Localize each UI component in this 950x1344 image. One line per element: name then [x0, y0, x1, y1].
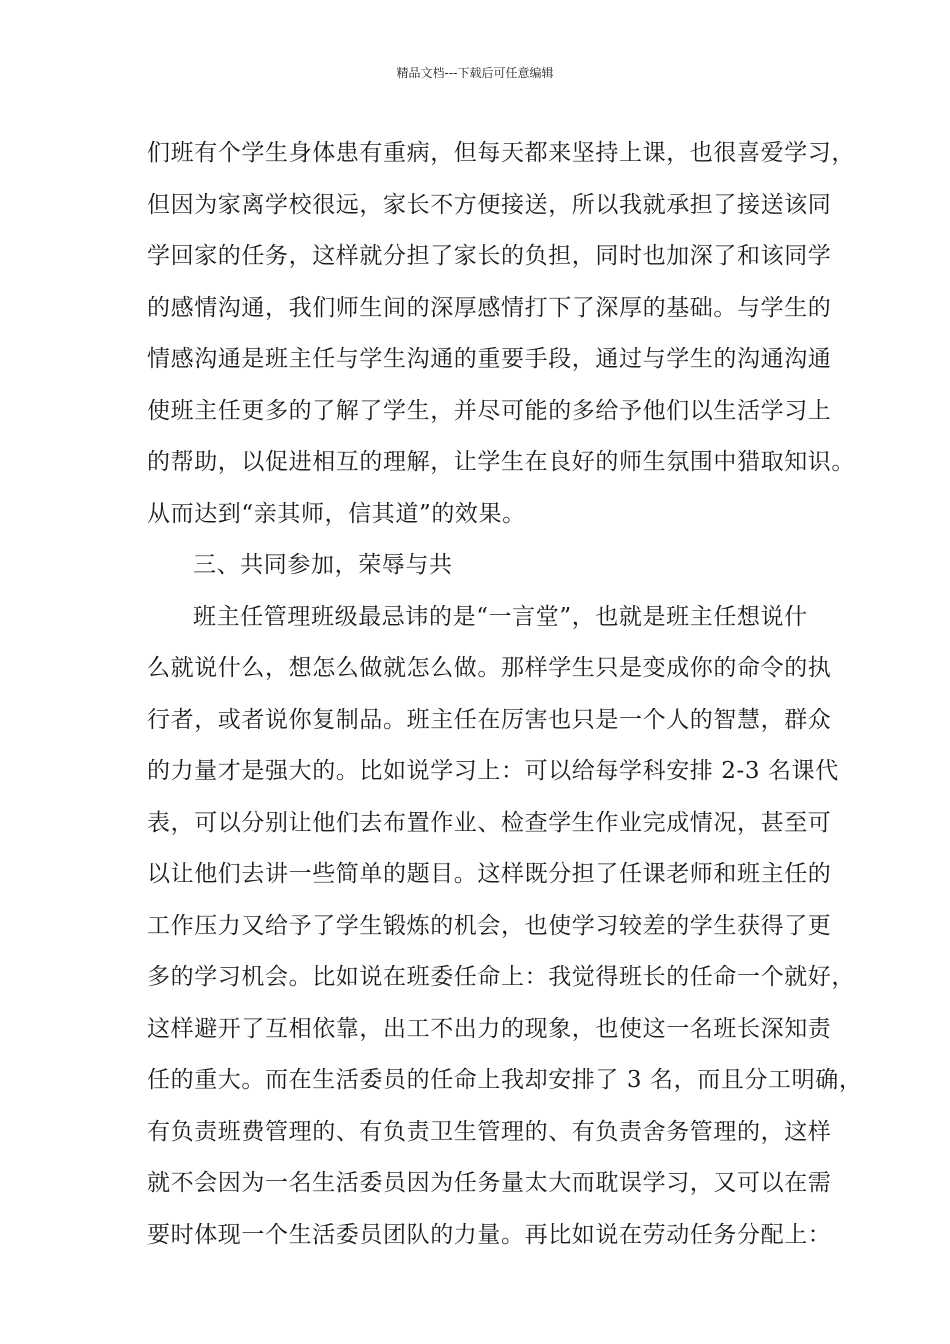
text-line: 工作压力又给予了学生锻炼的机会，也使学习较差的学生获得了更	[147, 912, 832, 939]
text-line: 有负责班费管理的、有负责卫生管理的、有负责舍务管理的，这样	[147, 1118, 832, 1145]
text-line: 情感沟通是班主任与学生沟通的重要手段，通过与学生的沟通沟通	[147, 346, 832, 372]
paragraph-start-line: 班主任管理班级最忌讳的是“一言堂”，也就是班主任想说什	[193, 603, 808, 630]
text-line: 们班有个学生身体患有重病，但每天都来坚持上课，也很喜爱学习，	[147, 140, 855, 166]
text-line: 但因为家离学校很远，家长不方便接送，所以我就承担了接送该同	[147, 191, 832, 218]
text-line: 以让他们去讲一些简单的题目。这样既分担了任课老师和班主任的	[147, 861, 832, 887]
text-line: 多的学习机会。比如说在班委任命上：我觉得班长的任命一个就好，	[147, 964, 855, 990]
body-text	[147, 128, 863, 1261]
text-line: 的帮助，以促进相互的理解，让学生在良好的师生氛围中猎取知识。	[147, 449, 855, 475]
text-line: 使班主任更多的了解了学生，并尽可能的多给予他们以生活学习上	[147, 397, 832, 424]
text-line: 的感情沟通，我们师生间的深厚感情打下了深厚的基础。与学生的	[147, 294, 832, 321]
text-line: 就不会因为一名生活委员因为任务量太大而耽误学习，又可以在需	[147, 1170, 832, 1196]
text-line: 行者，或者说你复制品。班主任在厉害也只是一个人的智慧，群众	[147, 706, 832, 733]
text-line: 的力量才是强大的。比如说学习上：可以给每学科安排 2-3 名课代	[147, 758, 839, 784]
text-line: 学回家的任务，这样就分担了家长的负担，同时也加深了和该同学	[147, 243, 832, 269]
page-header: 精品文档---下载后可任意编辑	[396, 66, 554, 80]
text-line: 表，可以分别让他们去布置作业、检查学生作业完成情况，甚至可	[147, 809, 832, 836]
text-line: 任的重大。而在生活委员的任命上我却安排了 3 名，而且分工明确，	[147, 1067, 863, 1093]
text-line: 这样避开了互相依靠，出工不出力的现象，也使这一名班长深知责	[147, 1015, 832, 1042]
section-heading: 三、共同参加，荣辱与共	[193, 552, 453, 578]
text-line: 么就说什么，想怎么做就怎么做。那样学生只是变成你的命令的执	[147, 655, 832, 681]
text-line: 要时体现一个生活委员团队的力量。再比如说在劳动任务分配上：	[147, 1221, 832, 1248]
text-line: 从而达到“亲其师，信其道”的效果。	[147, 500, 526, 527]
